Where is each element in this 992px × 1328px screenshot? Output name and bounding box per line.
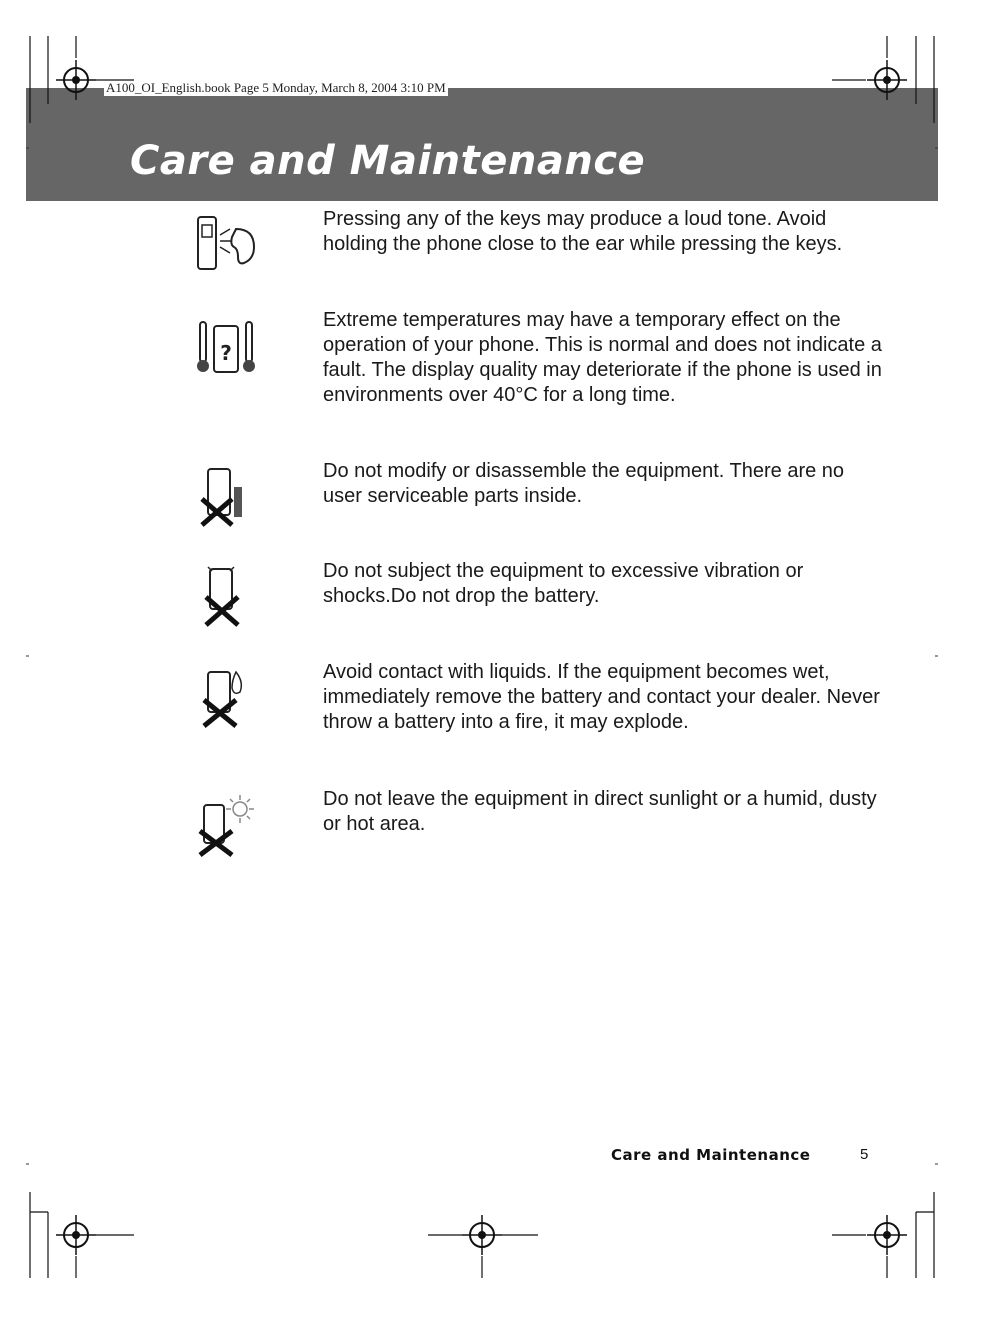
no-liquid-icon — [190, 664, 262, 730]
care-item-text: Do not leave the equipment in direct sunlight or a humid, dusty or hot area. — [323, 788, 877, 835]
care-item-text: Do not subject the equipment to excessive vibration or shocks.Do not drop the battery. — [323, 560, 804, 607]
page-number: 5 — [860, 1146, 869, 1163]
book-info-line: A100_OI_English.book Page 5 Monday, March 8, 2004 3:10 PM — [106, 80, 446, 95]
care-item-text: Extreme temperatures may have a temporary effect on the operation of your phone. This is normal and does not indicate a fault. The display quality may deteriorate if the phone is used in environments over 40°C for a long time. — [323, 309, 882, 406]
footer-title: Care and Maintenance — [611, 1146, 811, 1164]
page-title: Care and Maintenance — [130, 138, 646, 184]
no-sunlight-icon — [190, 791, 262, 857]
svg-text:?: ? — [220, 341, 232, 365]
temperature-icon — [190, 316, 262, 382]
no-shock-icon — [190, 563, 262, 629]
phone-loud-tone-icon — [190, 211, 262, 277]
care-item-text: Pressing any of the keys may produce a loud tone. Avoid holding the phone close to the ear while pressing the keys. — [323, 208, 843, 255]
care-item-text: Avoid contact with liquids. If the equipment becomes wet, immediately remove the battery and contact your dealer. Never throw a battery into a fire, it may explode. — [323, 661, 880, 733]
no-disassemble-icon — [190, 463, 262, 529]
care-item-text: Do not modify or disassemble the equipment. There are no user serviceable parts inside. — [323, 460, 845, 507]
